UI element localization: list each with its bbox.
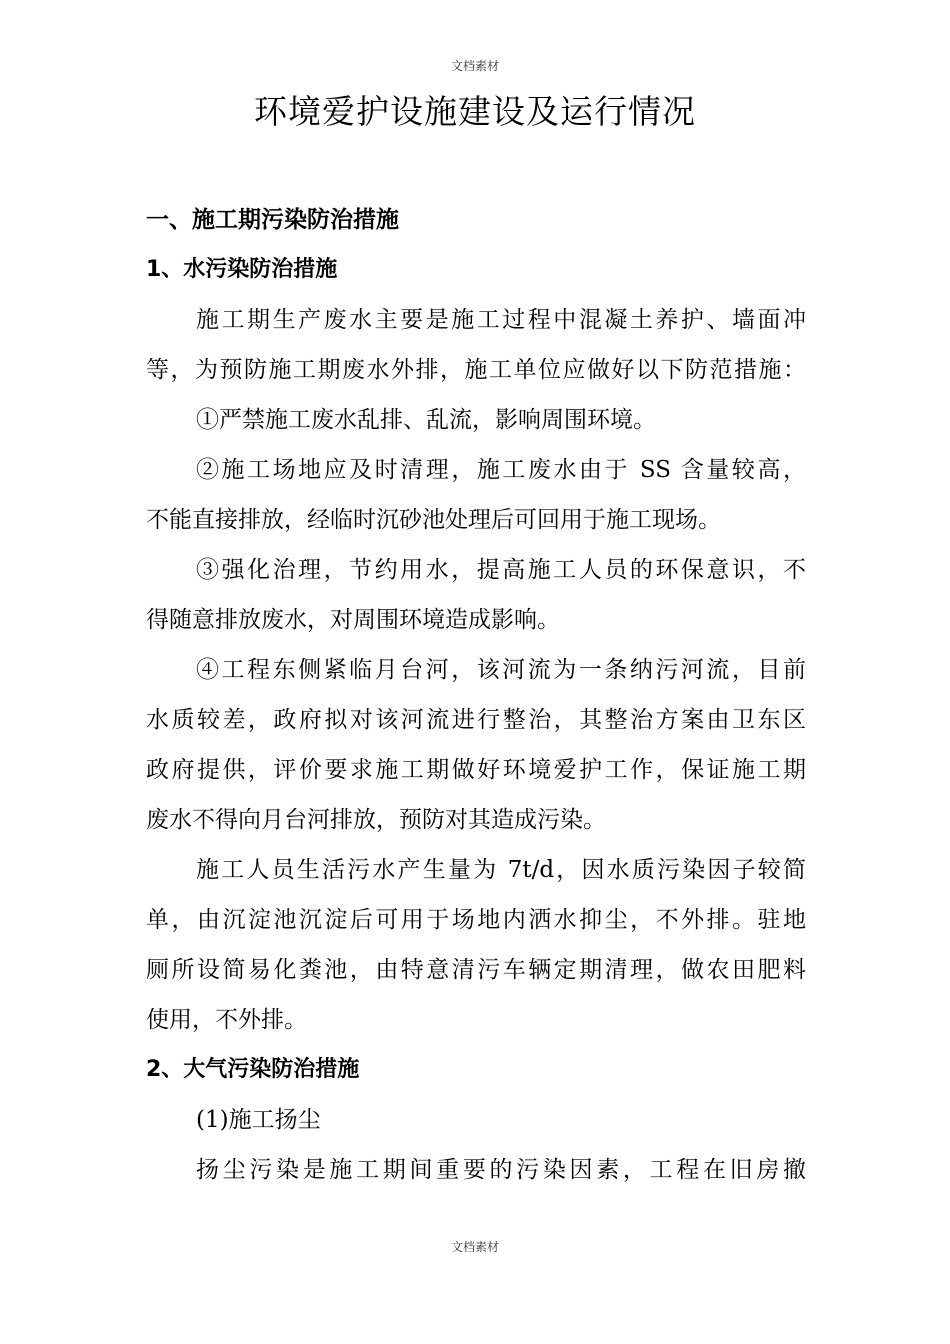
measure-line: 政府提供，评价要求施工期做好环境爱护工作，保证施工期 <box>146 757 806 783</box>
paragraph-line: 厕所设简易化粪池，由特意清污车辆定期清理，做农田肥料 <box>146 957 806 983</box>
paragraph-line: 等，为预防施工期废水外排，施工单位应做好以下防范措施： <box>146 357 806 383</box>
paragraph-line: 施工期生产废水主要是施工过程中混凝土养护、墙面冲 <box>196 307 806 333</box>
measure-line: 废水不得向月台河排放，预防对其造成污染。 <box>146 807 606 833</box>
paragraph-line: 使用，不外排。 <box>146 1007 307 1033</box>
paragraph-line: 施工人员生活污水产生量为 7t/d，因水质污染因子较简 <box>196 857 806 883</box>
measure-line: 不能直接排放，经临时沉砂池处理后可回用于施工现场。 <box>146 507 721 533</box>
measure-line: ②施工场地应及时清理，施工废水由于 SS 含量较高， <box>196 457 806 483</box>
measure-line: 得随意排放废水，对周围环境造成影响。 <box>146 607 560 633</box>
measure-line: ④工程东侧紧临月台河，该河流为一条纳污河流，目前 <box>196 657 806 683</box>
document-body <box>146 195 806 1195</box>
sub-item-heading: (1)施工扬尘 <box>196 1107 321 1133</box>
page-footer: 文档素材 <box>450 1240 499 1254</box>
subsection-heading: 1、水污染防治措施 <box>146 257 338 282</box>
measure-line: ③强化治理，节约用水，提高施工人员的环保意识，不 <box>196 557 806 583</box>
page-header: 文档素材 <box>450 59 499 73</box>
section-heading: 一、施工期污染防治措施 <box>146 207 399 233</box>
document-title: 环境爱护设施建设及运行情况 <box>254 92 696 131</box>
subsection-heading: 2、大气污染防治措施 <box>146 1057 360 1082</box>
paragraph-line: 扬尘污染是施工期间重要的污染因素，工程在旧房撤 <box>196 1157 806 1183</box>
measure-line: ①严禁施工废水乱排、乱流，影响周围环境。 <box>196 407 656 433</box>
paragraph-line: 单，由沉淀池沉淀后可用于场地内洒水抑尘，不外排。驻地 <box>146 907 806 933</box>
measure-line: 水质较差，政府拟对该河流进行整治，其整治方案由卫东区 <box>146 707 806 733</box>
